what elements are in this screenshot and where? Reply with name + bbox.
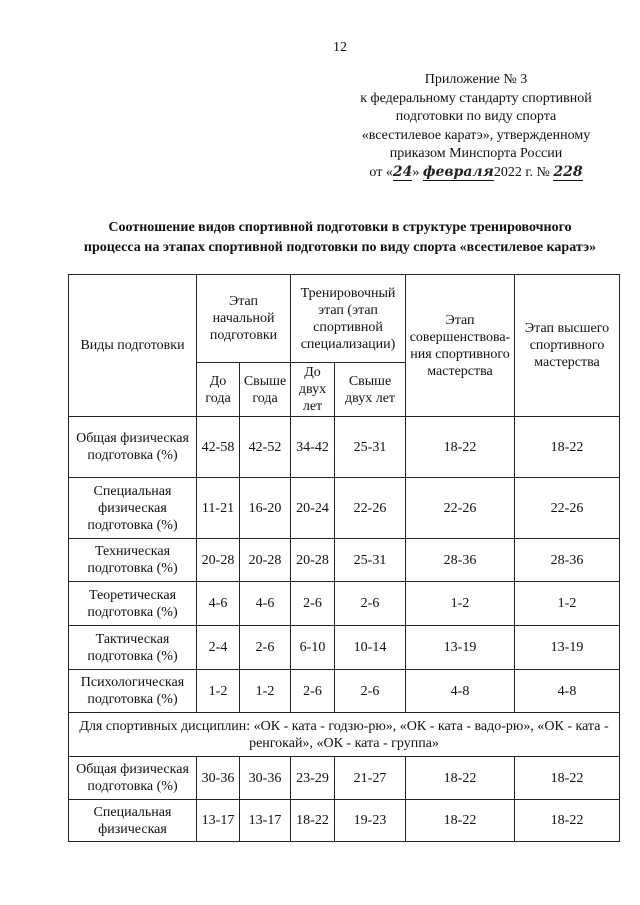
cell-value: 22-26	[515, 478, 620, 539]
page-number: 12	[333, 40, 347, 55]
cell-value: 18-22	[406, 800, 515, 842]
cell-value: 20-24	[291, 478, 335, 539]
subheader-over-two-years: Свыше двух лет	[335, 363, 406, 417]
cell-value: 1-2	[515, 582, 620, 626]
cell-value: 4-8	[515, 670, 620, 713]
cell-value: 42-58	[197, 417, 240, 478]
header-higher-stage: Этап высшего спортивного мастерства	[515, 275, 620, 417]
cell-value: 18-22	[515, 417, 620, 478]
cell-value: 18-22	[515, 757, 620, 800]
training-ratio-table	[68, 274, 620, 842]
row-kind: Специальная физическая	[69, 800, 197, 842]
cell-value: 18-22	[406, 757, 515, 800]
date-year: 2022 г. №	[493, 164, 550, 180]
cell-value: 4-8	[406, 670, 515, 713]
title-line: Соотношение видов спортивной подготовки в структуре тренировочного	[108, 220, 572, 235]
appendix-line: к федеральному стандарту спортивной	[360, 90, 592, 106]
cell-value: 18-22	[406, 417, 515, 478]
row-kind: Психологическая подготовка (%)	[69, 670, 197, 713]
date-day-handwritten: 24	[392, 163, 413, 180]
header-row	[69, 275, 620, 363]
cell-value: 2-4	[197, 626, 240, 670]
subheader-up-to-year: До года	[197, 363, 240, 417]
cell-value: 22-26	[335, 478, 406, 539]
cell-value: 2-6	[240, 626, 291, 670]
table-row	[69, 670, 620, 713]
cell-value: 21-27	[335, 757, 406, 800]
order-date-line	[330, 164, 622, 183]
table-row	[69, 626, 620, 670]
cell-value: 13-17	[197, 800, 240, 842]
cell-value: 30-36	[240, 757, 291, 800]
cell-value: 18-22	[291, 800, 335, 842]
cell-value: 19-23	[335, 800, 406, 842]
header-improvement-stage: Этап совершенствова-ния спортивного мастерства	[406, 275, 515, 417]
appendix-line: приказом Минспорта России	[389, 146, 563, 161]
cell-value: 13-19	[406, 626, 515, 670]
cell-value: 34-42	[291, 417, 335, 478]
table-row	[69, 582, 620, 626]
subheader-up-to-two-years: До двух лет	[291, 363, 335, 417]
cell-value: 1-2	[240, 670, 291, 713]
table-row	[69, 539, 620, 582]
cell-value: 30-36	[197, 757, 240, 800]
cell-value: 42-52	[240, 417, 291, 478]
table-row	[69, 757, 620, 800]
row-kind: Общая физическая подготовка (%)	[69, 757, 197, 800]
header-training-stage: Тренировочный этап (этап спортивной специализации)	[291, 275, 406, 363]
row-kind: Техническая подготовка (%)	[69, 539, 197, 582]
row-kind: Тактическая подготовка (%)	[69, 626, 197, 670]
cell-value: 4-6	[197, 582, 240, 626]
table-row	[69, 417, 620, 478]
appendix-line: подготовки по виду спорта	[395, 109, 557, 124]
cell-value: 16-20	[240, 478, 291, 539]
header-initial-stage: Этап начальной подготовки	[197, 275, 291, 363]
date-month-handwritten: февраля	[422, 163, 494, 180]
row-kind: Общая физическая подготовка (%)	[69, 417, 197, 478]
cell-value: 2-6	[335, 582, 406, 626]
appendix-line: «всестилевое каратэ», утвержденному	[361, 127, 591, 143]
cell-value: 6-10	[291, 626, 335, 670]
header-kinds: Виды подготовки	[69, 275, 197, 417]
cell-value: 28-36	[515, 539, 620, 582]
cell-value: 4-6	[240, 582, 291, 626]
cell-value: 25-31	[335, 417, 406, 478]
appendix-block	[330, 71, 622, 182]
discipline-group-row	[69, 713, 620, 757]
date-prefix: от «	[369, 164, 393, 180]
appendix-line: Приложение № 3	[424, 72, 528, 87]
cell-value: 20-28	[240, 539, 291, 582]
cell-value: 2-6	[335, 670, 406, 713]
cell-value: 20-28	[291, 539, 335, 582]
cell-value: 10-14	[335, 626, 406, 670]
date-mid: »	[412, 164, 420, 180]
cell-value: 28-36	[406, 539, 515, 582]
cell-value: 18-22	[515, 800, 620, 842]
table-row	[69, 800, 620, 842]
row-kind: Специальная физическая подготовка (%)	[69, 478, 197, 539]
table-row	[69, 478, 620, 539]
cell-value: 2-6	[291, 582, 335, 626]
title-line: процесса на этапах спортивной подготовки по виду спорта «всестилевое каратэ»	[83, 240, 597, 255]
row-kind: Теоретическая подготовка (%)	[69, 582, 197, 626]
document-title	[60, 218, 620, 258]
cell-value: 11-21	[197, 478, 240, 539]
cell-value: 22-26	[406, 478, 515, 539]
cell-value: 23-29	[291, 757, 335, 800]
cell-value: 2-6	[291, 670, 335, 713]
order-number-handwritten: 228	[553, 163, 583, 180]
cell-value: 25-31	[335, 539, 406, 582]
subheader-over-year: Свыше года	[240, 363, 291, 417]
cell-value: 1-2	[406, 582, 515, 626]
cell-value: 20-28	[197, 539, 240, 582]
cell-value: 1-2	[197, 670, 240, 713]
cell-value: 13-17	[240, 800, 291, 842]
discipline-group-heading: Для спортивных дисциплин: «ОК - ката - годзю-рю», «ОК - ката - вадо-рю», «ОК - ката - ренгокай», «ОК - ката - группа»	[69, 713, 620, 757]
cell-value: 13-19	[515, 626, 620, 670]
